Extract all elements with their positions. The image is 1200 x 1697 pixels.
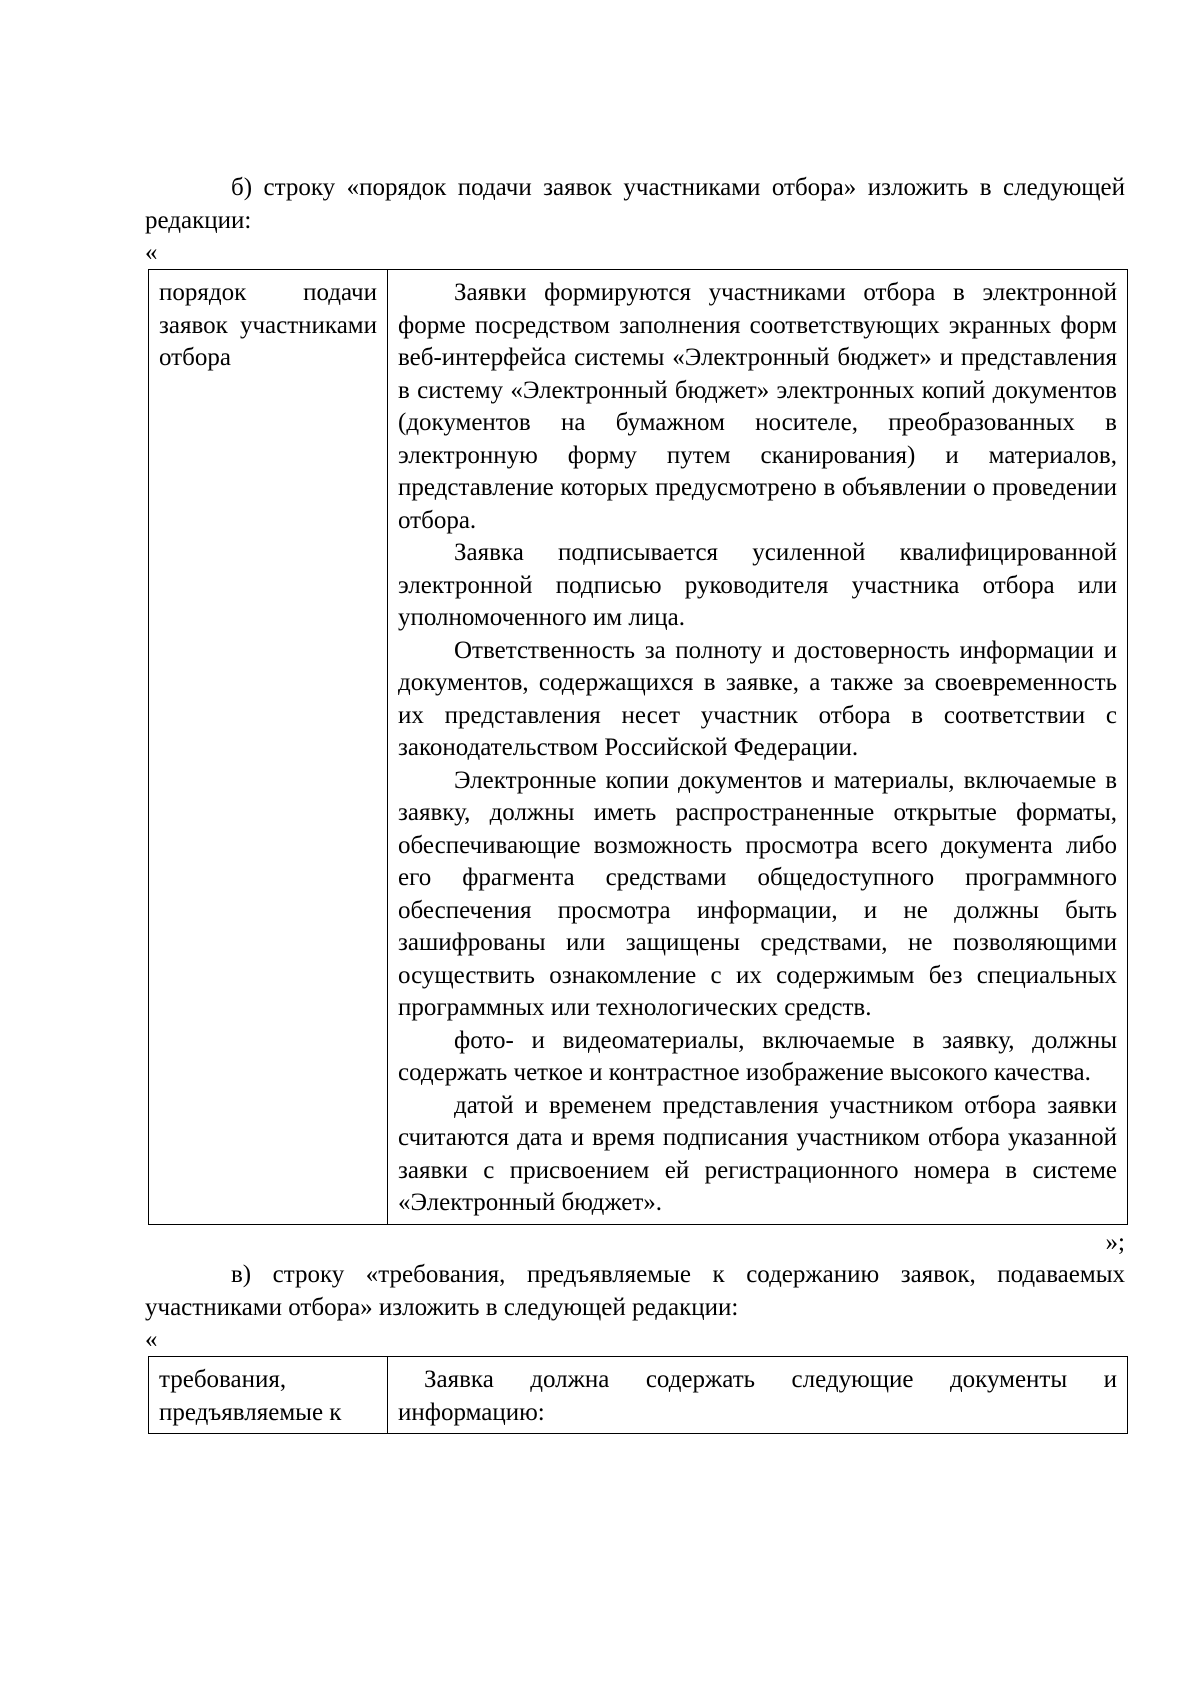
section-b-intro: б) строку «порядок подачи заявок участниками отбора» изложить в следующей редакции: (145, 174, 1125, 234)
row-label-cell (149, 270, 388, 1225)
section-b-open-quote: « (145, 239, 158, 266)
row-label: требования, предъявляемые к (159, 1366, 342, 1426)
section-c-table (148, 1356, 1128, 1434)
content-paragraph: фото- и видеоматериалы, включаемые в заявку, должны содержать четкое и контрастное изображение высокого качества. (398, 1026, 1117, 1086)
row-content-cell (388, 1357, 1128, 1434)
content-paragraph: Ответственность за полноту и достоверность информации и документов, содержащихся в заявке, а также за своевременность их представления несет участник отбора в соответствии с законодательством Российской Федерации. (398, 636, 1117, 761)
content-paragraph: Электронные копии документов и материалы, включаемые в заявку, должны иметь распространенные открытые форматы, обеспечивающие возможность просмотра всего документа либо его фрагмента средствами общедоступного программного обеспечения просмотра информации, и не должны быть зашифрованы или защищены средствами, не позволяющими осуществить ознакомление с их содержимым без специальных программных или технологических средств. (398, 766, 1117, 1021)
table-row (149, 270, 1128, 1225)
row-label-cell (149, 1357, 388, 1434)
row-label: порядок подачи заявок участниками отбора (159, 279, 377, 371)
table-row (149, 1357, 1128, 1434)
section-b-table (148, 269, 1128, 1225)
section-c-intro: в) строку «требования, предъявляемые к содержанию заявок, подаваемых участниками отбора» изложить в следующей редакции: (145, 1261, 1125, 1321)
row-content-cell (388, 270, 1128, 1225)
section-c-open-quote: « (145, 1326, 158, 1353)
content-paragraph: Заявки формируются участниками отбора в электронной форме посредством заполнения соответствующих экранных форм веб-интерфейса системы «Электронный бюджет» и представления в систему «Электронный бюджет» электронных копий документов (документов на бумажном носителе, преобразованных в электронную форму путем сканирования) и материалов, представление которых предусмотрено в объявлении о проведении отбора. (398, 279, 1117, 534)
section-b-close-quote: »; (1105, 1228, 1125, 1256)
content-paragraph: датой и временем представления участником отбора заявки считаются дата и время подписания участником отбора указанной заявки с присвоением ей регистрационного номера в системе «Электронный бюджет». (398, 1091, 1117, 1216)
content-paragraph: Заявка должна содержать следующие документы и информацию: (398, 1366, 1117, 1426)
content-paragraph: Заявка подписывается усиленной квалифицированной электронной подписью руководителя участника отбора или уполномоченного им лица. (398, 539, 1117, 631)
document-page (145, 172, 1125, 1434)
